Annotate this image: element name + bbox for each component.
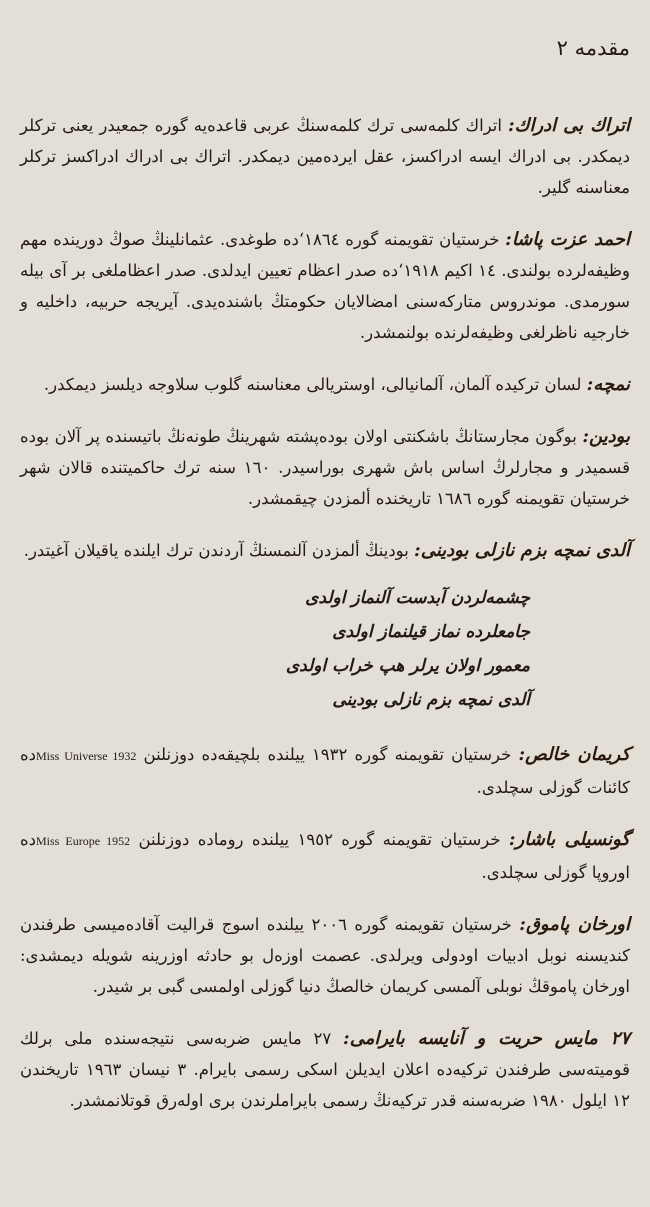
entry-term: آلدى نمچه بزم نازلى بودينى: [414,540,630,561]
entry-text: خرستيان تقويمنە گورە ٢٠٠٦ ييلندە اسوج قراليت آقادەميسى طرفندن كنديسنە نوبل ادبيات اودولى ويرلدى. عصمت اوزەل بو حادثە اوزرينە شويلە ديمشدى: اورخان پاموقڭ نوبلى آلمسى كريمان خالصڭ دنيا گوزلى اولمسى گبى بر شيدر. [20,915,630,996]
entry-gunseli-basar [20,824,630,888]
entry-term: اتراك بى ادراك: [507,115,630,136]
entry-text-after: دە اوروپا گوزلى سچلدى. [20,830,630,882]
entry-text: بوگون مجارستانڭ باشكنتى اولان بودەپشتە شهرينڭ طونەنڭ باتيسندە پر آلان بودە قسميدر و مجارلرڭ اساس باش شهرى بوراسيدر. ١٦٠ سنە ترك حاكميتندە قالان شهر خرستيان تقويمنە گورە ١٦٨٦ تاريخندە ألمزدن چيقمشدر. [20,427,630,508]
entry-term: كريمان خالص: [518,744,631,765]
entry-text: خرستيان تقويمنە گورە ١٩٣٢ ييلندە بلچيقەدە دوزنلنن [136,745,519,764]
entry-ahmed-izzet [20,224,630,348]
entry-term: ٢٧ مايس حريت و آنايسە بايرامى: [343,1028,630,1049]
poem-line: جامعلردە نماز قيلنماز اولدى [332,622,530,642]
entry-term: احمد عزت پاشا: [505,229,631,250]
entry-latin-text: Miss Europe 1952 [36,834,131,848]
poem [20,581,630,717]
entry-text: لسان تركيدە آلمان، آلمانيالى، اوستريالى معناسنە گلوب سلاوجە ديلسز ديمكدر. [43,375,587,394]
entry-atrak [20,110,630,203]
entry-orhan-pamuk [20,909,630,1002]
entry-text: خرستيان تقويمنە گورە ١٩٥٢ ييلندە رومادە دوزنلنن [130,830,509,849]
page-title: مقدمه ٢ [556,36,630,60]
entry-term: نمچه: [586,374,630,395]
entry-budin [20,421,630,514]
entry-text: ٢٧ مايس ضربەسى نتيجەسندە ملى برلك قوميتەسى طرفندن تركيەدە اعلان ايديلن اسكى رسمى بايرام. ٣ نيسان ١٩٦٣ تاريخندن ١٢ ايلول ١٩٨٠ ضربەسنە قدر تركيەنڭ رسمى بايراملرندن برى اولەرق قوتلانمشدر. [20,1029,630,1110]
entry-term: گونسيلى باشار: [508,829,630,850]
entry-text: اتراك كلمەسى ترك كلمەسنڭ عربى قاعدەيە گورە جمعيدر يعنى تركلر ديمكدر. بى ادراك ايسە ادراكسز، عقل ايردەمين ديمكدر. اتراك بى ادراك ادراكسز تركلر معناسنە گلير. [20,116,630,197]
poem-line: معمور اولان يرلر هپ خراب اولدى [285,656,530,676]
entry-text: بودينڭ ألمزدن آلنمسنڭ آردندن ترك ايلندە ياقيلان آغيتدر. [23,541,415,560]
entry-latin-text: Miss Universe 1932 [36,749,137,763]
entry-nemce [20,369,630,400]
entry-aldi-nemce [20,535,630,566]
entry-term: بودين: [582,426,630,447]
entry-keriman-halis [20,739,630,803]
entry-text-after: دە كائنات گوزلى سچلدى. [20,745,630,797]
entry-text: خرستيان تقويمنە گورە ١٨٦٤‘دە طوغدى. عثمانلينڭ صوڭ دورينده مهم وظيفەلردە بولندى. ١٤ اكيم ١٩١٨‘دە صدر اعظام تعيين ايدلدى. صدر اعظاملغى بر آى بيلە سورمدى. موندروس متاركەسنى امضالايان حكومتڭ باشندەيدى. آيريجە حربيە، داخليە و خارجيە ناظرلغى وظيفەلرندە بولنمشدر. [20,230,630,342]
entry-term: اورخان پاموق: [519,914,631,935]
entry-27-mayis [20,1023,630,1116]
poem-line: چشمەلردن آبدست آلنماز اولدى [305,588,530,608]
poem-line: آلدى نمچه بزم نازلى بودينى [332,690,530,710]
